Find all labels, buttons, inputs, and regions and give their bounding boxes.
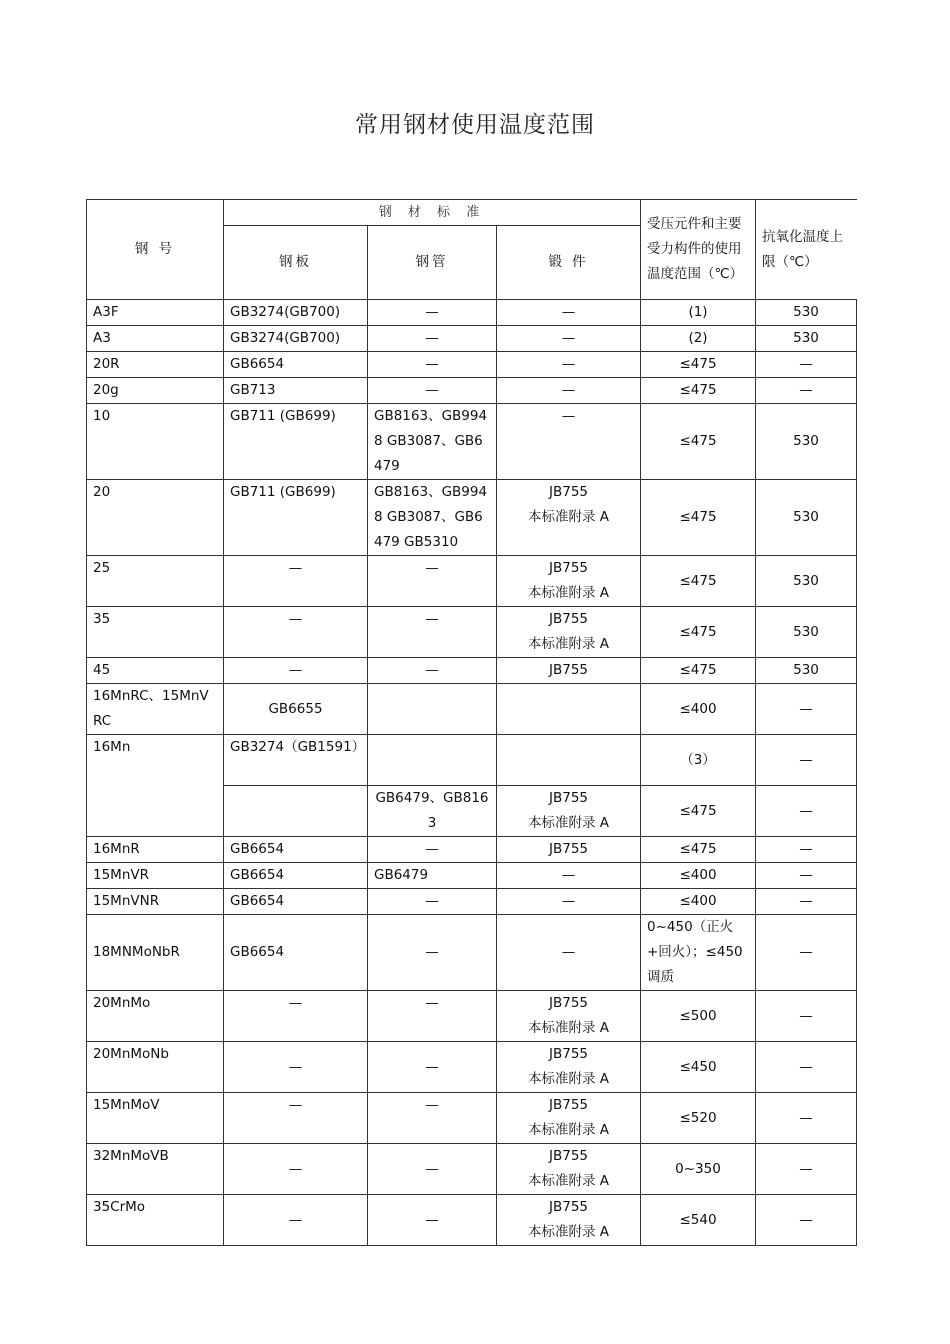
cell-plate: GB6654 (224, 837, 368, 863)
cell-temp: ≤475 (641, 837, 756, 863)
cell-pipe: — (368, 378, 497, 404)
cell-temp: ≤475 (641, 658, 756, 684)
cell-forging: — (497, 326, 641, 352)
cell-pipe: — (368, 1195, 497, 1246)
cell-ox: — (756, 684, 857, 735)
cell-plate: GB711 (GB699) (224, 404, 368, 480)
cell-forging (497, 684, 641, 735)
cell-grade: 16Mn (87, 735, 224, 837)
cell-ox: 530 (756, 300, 857, 326)
cell-temp: ≤475 (641, 786, 756, 837)
cell-pipe: GB8163、GB9948 GB3087、GB6479 GB5310 (368, 480, 497, 556)
table-row (87, 1042, 857, 1093)
cell-forging: — (497, 352, 641, 378)
cell-ox: — (756, 1093, 857, 1144)
cell-pipe: — (368, 326, 497, 352)
cell-forging: JB755 (497, 658, 641, 684)
header-temp-range: 受压元件和主要受力构件的使用温度范围（℃） (641, 200, 756, 300)
cell-pipe: — (368, 837, 497, 863)
cell-grade: 10 (87, 404, 224, 480)
table-row (87, 837, 857, 863)
cell-grade: 15MnVR (87, 863, 224, 889)
table-row (87, 480, 857, 556)
header-forging: 锻 件 (497, 226, 641, 300)
cell-temp: (2) (641, 326, 756, 352)
cell-pipe: — (368, 1093, 497, 1144)
cell-ox: — (756, 1195, 857, 1246)
cell-plate: — (224, 556, 368, 607)
cell-forging: — (497, 915, 641, 991)
cell-grade: A3F (87, 300, 224, 326)
cell-grade: 15MnMoV (87, 1093, 224, 1144)
cell-forging: — (497, 889, 641, 915)
cell-plate: — (224, 607, 368, 658)
cell-pipe: — (368, 352, 497, 378)
table-row (87, 556, 857, 607)
header-oxidation: 抗氧化温度上限（℃） (756, 200, 857, 300)
cell-forging: JB755 本标准附录 A (497, 607, 641, 658)
steel-temperature-table (86, 199, 857, 1246)
cell-grade: A3 (87, 326, 224, 352)
cell-temp: ≤400 (641, 863, 756, 889)
cell-temp: ≤475 (641, 404, 756, 480)
cell-grade: 45 (87, 658, 224, 684)
cell-forging: JB755 本标准附录 A (497, 1195, 641, 1246)
cell-forging: JB755 本标准附录 A (497, 556, 641, 607)
cell-plate: GB3274（GB1591） (224, 735, 368, 786)
cell-ox: — (756, 1042, 857, 1093)
cell-grade: 20R (87, 352, 224, 378)
cell-plate: GB3274(GB700) (224, 326, 368, 352)
cell-forging: JB755 本标准附录 A (497, 786, 641, 837)
table-row (87, 991, 857, 1042)
cell-plate: — (224, 1144, 368, 1195)
cell-ox: — (756, 786, 857, 837)
cell-pipe: — (368, 889, 497, 915)
cell-temp: ≤500 (641, 991, 756, 1042)
cell-forging: — (497, 863, 641, 889)
cell-temp: （3） (641, 735, 756, 786)
cell-plate: — (224, 1093, 368, 1144)
cell-pipe: — (368, 1144, 497, 1195)
cell-grade: 16MnRC、15MnVRC (87, 684, 224, 735)
cell-pipe: — (368, 991, 497, 1042)
cell-plate: GB711 (GB699) (224, 480, 368, 556)
table-row (87, 378, 857, 404)
table-row (87, 352, 857, 378)
cell-temp: ≤475 (641, 607, 756, 658)
cell-pipe: GB8163、GB9948 GB3087、GB6479 (368, 404, 497, 480)
table-row (87, 863, 857, 889)
cell-plate: GB6654 (224, 915, 368, 991)
cell-ox: — (756, 837, 857, 863)
cell-forging: — (497, 300, 641, 326)
cell-ox: — (756, 352, 857, 378)
cell-grade: 20MnMo (87, 991, 224, 1042)
cell-forging: JB755 本标准附录 A (497, 480, 641, 556)
cell-temp: ≤540 (641, 1195, 756, 1246)
cell-grade: 20 (87, 480, 224, 556)
cell-pipe: — (368, 556, 497, 607)
table-row (87, 1093, 857, 1144)
table-row (87, 658, 857, 684)
cell-ox: — (756, 378, 857, 404)
cell-ox: — (756, 991, 857, 1042)
cell-plate: GB6654 (224, 352, 368, 378)
cell-pipe: — (368, 658, 497, 684)
cell-plate: GB3274(GB700) (224, 300, 368, 326)
table-row (87, 1195, 857, 1246)
cell-pipe: GB6479、GB8163 (368, 786, 497, 837)
cell-grade: 18MNMoNbR (87, 915, 224, 991)
cell-ox: 530 (756, 556, 857, 607)
cell-pipe: GB6479 (368, 863, 497, 889)
header-pipe: 钢管 (368, 226, 497, 300)
cell-grade: 35CrMo (87, 1195, 224, 1246)
table-row (87, 889, 857, 915)
cell-grade: 16MnR (87, 837, 224, 863)
cell-temp: ≤475 (641, 378, 756, 404)
cell-grade: 35 (87, 607, 224, 658)
cell-pipe (368, 684, 497, 735)
cell-forging: JB755 本标准附录 A (497, 1144, 641, 1195)
cell-ox: — (756, 1144, 857, 1195)
cell-grade: 32MnMoVB (87, 1144, 224, 1195)
table-row (87, 1144, 857, 1195)
cell-forging: — (497, 378, 641, 404)
cell-grade: 15MnVNR (87, 889, 224, 915)
cell-plate: — (224, 658, 368, 684)
cell-temp: ≤475 (641, 480, 756, 556)
cell-plate: — (224, 991, 368, 1042)
cell-plate: — (224, 1042, 368, 1093)
cell-plate: GB6655 (224, 684, 368, 735)
cell-ox: 530 (756, 326, 857, 352)
cell-plate: — (224, 1195, 368, 1246)
header-standard: 钢 材 标 准 (224, 200, 641, 226)
cell-pipe (368, 735, 497, 786)
cell-temp: 0~450（正火+回火）；≤450 调质 (641, 915, 756, 991)
cell-forging: JB755 (497, 837, 641, 863)
cell-ox: 530 (756, 404, 857, 480)
table-row (87, 915, 857, 991)
cell-plate: GB713 (224, 378, 368, 404)
table-row (87, 684, 857, 735)
header-steel-no: 钢 号 (87, 200, 224, 300)
table-row (87, 326, 857, 352)
cell-forging (497, 735, 641, 786)
cell-ox: — (756, 863, 857, 889)
cell-temp: ≤520 (641, 1093, 756, 1144)
cell-temp: ≤450 (641, 1042, 756, 1093)
table-row (87, 300, 857, 326)
cell-pipe: — (368, 607, 497, 658)
page-title: 常用钢材使用温度范围 (355, 112, 595, 138)
cell-grade: 20MnMoNb (87, 1042, 224, 1093)
table-row (87, 404, 857, 480)
cell-plate (224, 786, 368, 837)
cell-grade: 25 (87, 556, 224, 607)
cell-temp: ≤475 (641, 352, 756, 378)
header-plate: 钢板 (224, 226, 368, 300)
cell-grade: 20g (87, 378, 224, 404)
table-row (87, 607, 857, 658)
cell-ox: — (756, 915, 857, 991)
cell-temp: ≤400 (641, 684, 756, 735)
cell-ox: 530 (756, 658, 857, 684)
cell-forging: JB755 本标准附录 A (497, 1042, 641, 1093)
cell-forging: — (497, 404, 641, 480)
cell-ox: 530 (756, 607, 857, 658)
cell-pipe: — (368, 1042, 497, 1093)
cell-plate: GB6654 (224, 889, 368, 915)
cell-pipe: — (368, 300, 497, 326)
cell-forging: JB755 本标准附录 A (497, 1093, 641, 1144)
cell-temp: 0~350 (641, 1144, 756, 1195)
cell-forging: JB755 本标准附录 A (497, 991, 641, 1042)
cell-temp: ≤400 (641, 889, 756, 915)
cell-pipe: — (368, 915, 497, 991)
cell-temp: ≤475 (641, 556, 756, 607)
cell-ox: — (756, 735, 857, 786)
table-row (87, 735, 857, 786)
cell-ox: — (756, 889, 857, 915)
cell-ox: 530 (756, 480, 857, 556)
cell-plate: GB6654 (224, 863, 368, 889)
cell-temp: (1) (641, 300, 756, 326)
